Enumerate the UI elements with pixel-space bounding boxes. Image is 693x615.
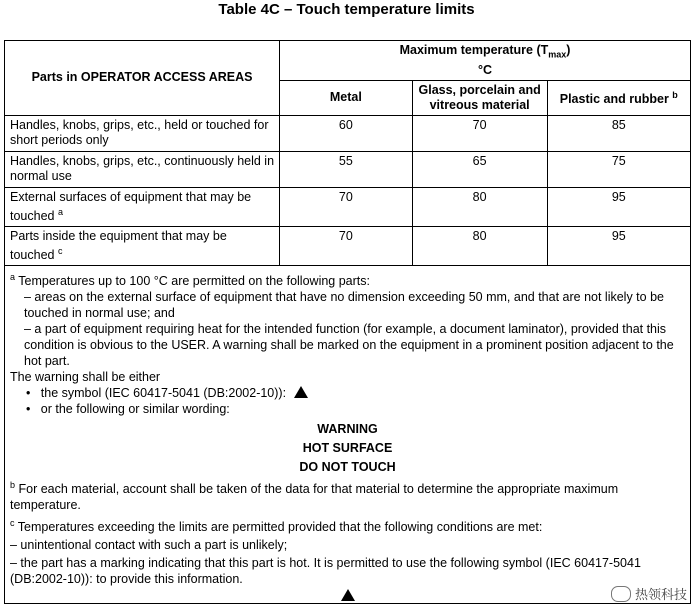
metal-cell: 60 xyxy=(280,115,413,151)
table-row xyxy=(5,187,691,226)
table-row xyxy=(5,115,691,151)
glass-cell: 80 xyxy=(412,187,547,226)
glass-cell: 70 xyxy=(412,115,547,151)
bullet-symbol: • the symbol (IEC 60417-5041 (DB:2002-10)): xyxy=(10,385,685,401)
part-cell: External surfaces of equipment that may be touched $^a$ xyxy=(5,187,280,226)
glass-cell: 65 xyxy=(412,151,547,187)
header-plastic: Plastic and rubber $^b$ xyxy=(547,80,690,115)
warning-either: The warning shall be either xyxy=(10,369,161,384)
table-notes xyxy=(5,265,691,603)
table-title: Table 4C – Touch temperature limits xyxy=(218,1,475,18)
bullet-wording: • or the following or similar wording: xyxy=(26,401,230,416)
part-cell: Handles, knobs, grips, etc., continuously held in normal use xyxy=(5,151,280,187)
plastic-cell: 85 xyxy=(547,115,690,151)
plastic-cell: 75 xyxy=(547,151,690,187)
touch-temperature-table xyxy=(4,40,691,604)
metal-cell: 70 xyxy=(280,226,413,265)
header-unit: °C xyxy=(478,62,493,77)
warning-triangle-icon xyxy=(294,386,308,398)
metal-cell: 55 xyxy=(280,151,413,187)
glass-cell: 80 xyxy=(412,226,547,265)
note-a-dash-2: – a part of equipment requiring heat for the intended function (for example, a document laminator), provided that this condition is obvious to the USER. A warning shall be marked on the equipment in a prominent position adjacent to the hot part. xyxy=(24,321,674,368)
note-c: $^c$ Temperatures exceeding the limits are permitted provided that the following conditions are met: xyxy=(10,518,543,535)
header-glass: Glass, porcelain and vitreous material xyxy=(412,80,547,115)
note-a-dash-1: – areas on the external surface of equipment that have no dimension exceeding 50 mm, and that are not likely to be touched in normal use; and xyxy=(24,289,664,320)
warning-triangle-icon xyxy=(341,589,355,601)
header-metal: Metal xyxy=(280,80,413,115)
note-b: $^b$ For each material, account shall be taken of the data for that material to determine the appropriate maximum temperature. xyxy=(10,479,619,513)
note-a: $^a$ Temperatures up to 100 °C are permitted on the following parts: xyxy=(10,271,370,288)
note-c-dash-1: – unintentional contact with such a part is unlikely; xyxy=(10,538,288,553)
plastic-cell: 95 xyxy=(547,226,690,265)
plastic-cell: 95 xyxy=(547,187,690,226)
table-row xyxy=(5,226,691,265)
metal-cell: 70 xyxy=(280,187,413,226)
watermark: 热领科技 xyxy=(611,584,687,603)
part-cell: Handles, knobs, grips, etc., held or touched for short periods only xyxy=(5,115,280,151)
warning-text-block: WARNING HOT SURFACE DO NOT TOUCH xyxy=(299,421,396,474)
part-cell: Parts inside the equipment that may be touched $^c$ xyxy=(5,226,280,265)
wechat-icon xyxy=(611,586,631,602)
table-row xyxy=(5,151,691,187)
header-max-temperature: Maximum temperature $(T_{max})$ °C xyxy=(280,41,691,81)
note-c-dash-2: – the part has a marking indicating that this part is hot. It is permitted to use the following symbol (IEC 60417-5041 (DB:2002-10)): to provide this information. xyxy=(10,556,641,587)
header-parts: Parts in OPERATOR ACCESS AREAS xyxy=(5,41,280,116)
